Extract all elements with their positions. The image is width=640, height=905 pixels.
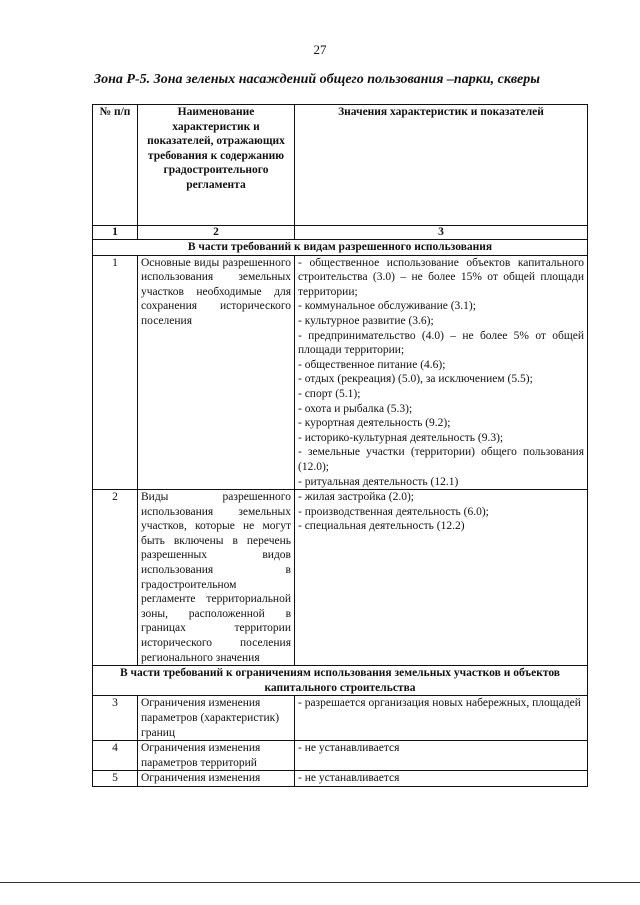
value-item: - производственная деятельность (6.0); bbox=[298, 505, 489, 518]
table-row bbox=[93, 741, 588, 771]
page-number: 27 bbox=[313, 42, 327, 57]
table-row bbox=[93, 255, 588, 490]
section-title: В части требований к ограничениям использования земельных участков и объектов капитального строительства bbox=[93, 666, 588, 696]
value-item: - отдых (рекреация) (5.0), за исключением (5.5); bbox=[298, 373, 533, 386]
value-item: - культурное развитие (3.6); bbox=[298, 314, 434, 327]
value-item: - спорт (5.1); bbox=[298, 387, 361, 400]
value-item: - коммунальное обслуживание (3.1); bbox=[298, 300, 476, 313]
header-values: Значения характеристик и показателей bbox=[295, 105, 588, 226]
row-number: 3 bbox=[93, 696, 138, 741]
column-number: 2 bbox=[138, 226, 295, 240]
table-row bbox=[93, 696, 588, 741]
row-characteristic: Основные виды разрешенного использования земельных участков необходимые для сохранения исторического поселения bbox=[138, 255, 295, 490]
row-characteristic: Виды разрешенного использования земельных участков, которые не могут быть включены в перечень разрешенных видов использования в градостроительном регламенте территориальной зоны, расположенной в границах территории исторического поселения регионального значения bbox=[138, 490, 295, 666]
table-row bbox=[93, 490, 588, 666]
column-number: 3 bbox=[295, 226, 588, 240]
table-row bbox=[93, 771, 588, 787]
value-item: - общественное питание (4.6); bbox=[298, 358, 446, 371]
column-number: 1 bbox=[93, 226, 138, 240]
row-characteristic: Ограничения изменения bbox=[138, 771, 295, 787]
section-header bbox=[93, 240, 588, 256]
row-number: 2 bbox=[93, 490, 138, 666]
value-item: - ритуальная деятельность (12.1) bbox=[298, 475, 459, 488]
section-title: В части требований к видам разрешенного использования bbox=[93, 240, 588, 256]
column-number-row bbox=[93, 226, 588, 240]
value-item: - охота и рыбалка (5.3); bbox=[298, 402, 413, 415]
page-bottom-rule bbox=[0, 882, 640, 883]
value-item: - жилая застройка (2.0); bbox=[298, 491, 415, 504]
page-title: Зона Р-5. Зона зеленых насаждений общего пользования –парки, скверы bbox=[94, 72, 540, 87]
row-values bbox=[295, 255, 588, 490]
value-item: - земельные участки (территории) общего пользования (12.0); bbox=[298, 446, 584, 473]
header-number: № п/п bbox=[93, 105, 138, 226]
value-item: - специальная деятельность (12.2) bbox=[298, 520, 465, 533]
regulation-table bbox=[92, 104, 588, 787]
section-header bbox=[93, 666, 588, 696]
row-characteristic: Ограничения изменения параметров территорий bbox=[138, 741, 295, 771]
row-values bbox=[295, 490, 588, 666]
value-item: - курортная деятельность (9.2); bbox=[298, 417, 451, 430]
row-characteristic: Ограничения изменения параметров (характеристик) границ bbox=[138, 696, 295, 741]
value-item: - историко-культурная деятельность (9.3); bbox=[298, 431, 504, 444]
row-value: - не устанавливается bbox=[295, 771, 588, 787]
table-header-row bbox=[93, 105, 588, 226]
value-item: - предпринимательство (4.0) – не более 5% от общей площади территории; bbox=[298, 329, 584, 357]
row-number: 1 bbox=[93, 255, 138, 490]
row-value: - не устанавливается bbox=[295, 741, 588, 771]
value-item: - общественное использование объектов капитального строительства (3.0) – не более 15% от общей площади территории; bbox=[298, 256, 584, 298]
row-number: 5 bbox=[93, 771, 138, 787]
row-value: - разрешается организация новых набережных, площадей bbox=[295, 696, 588, 741]
header-characteristics: Наименование характеристик и показателей, отражающих требования к содержанию градостроительного регламента bbox=[138, 105, 295, 226]
row-number: 4 bbox=[93, 741, 138, 771]
